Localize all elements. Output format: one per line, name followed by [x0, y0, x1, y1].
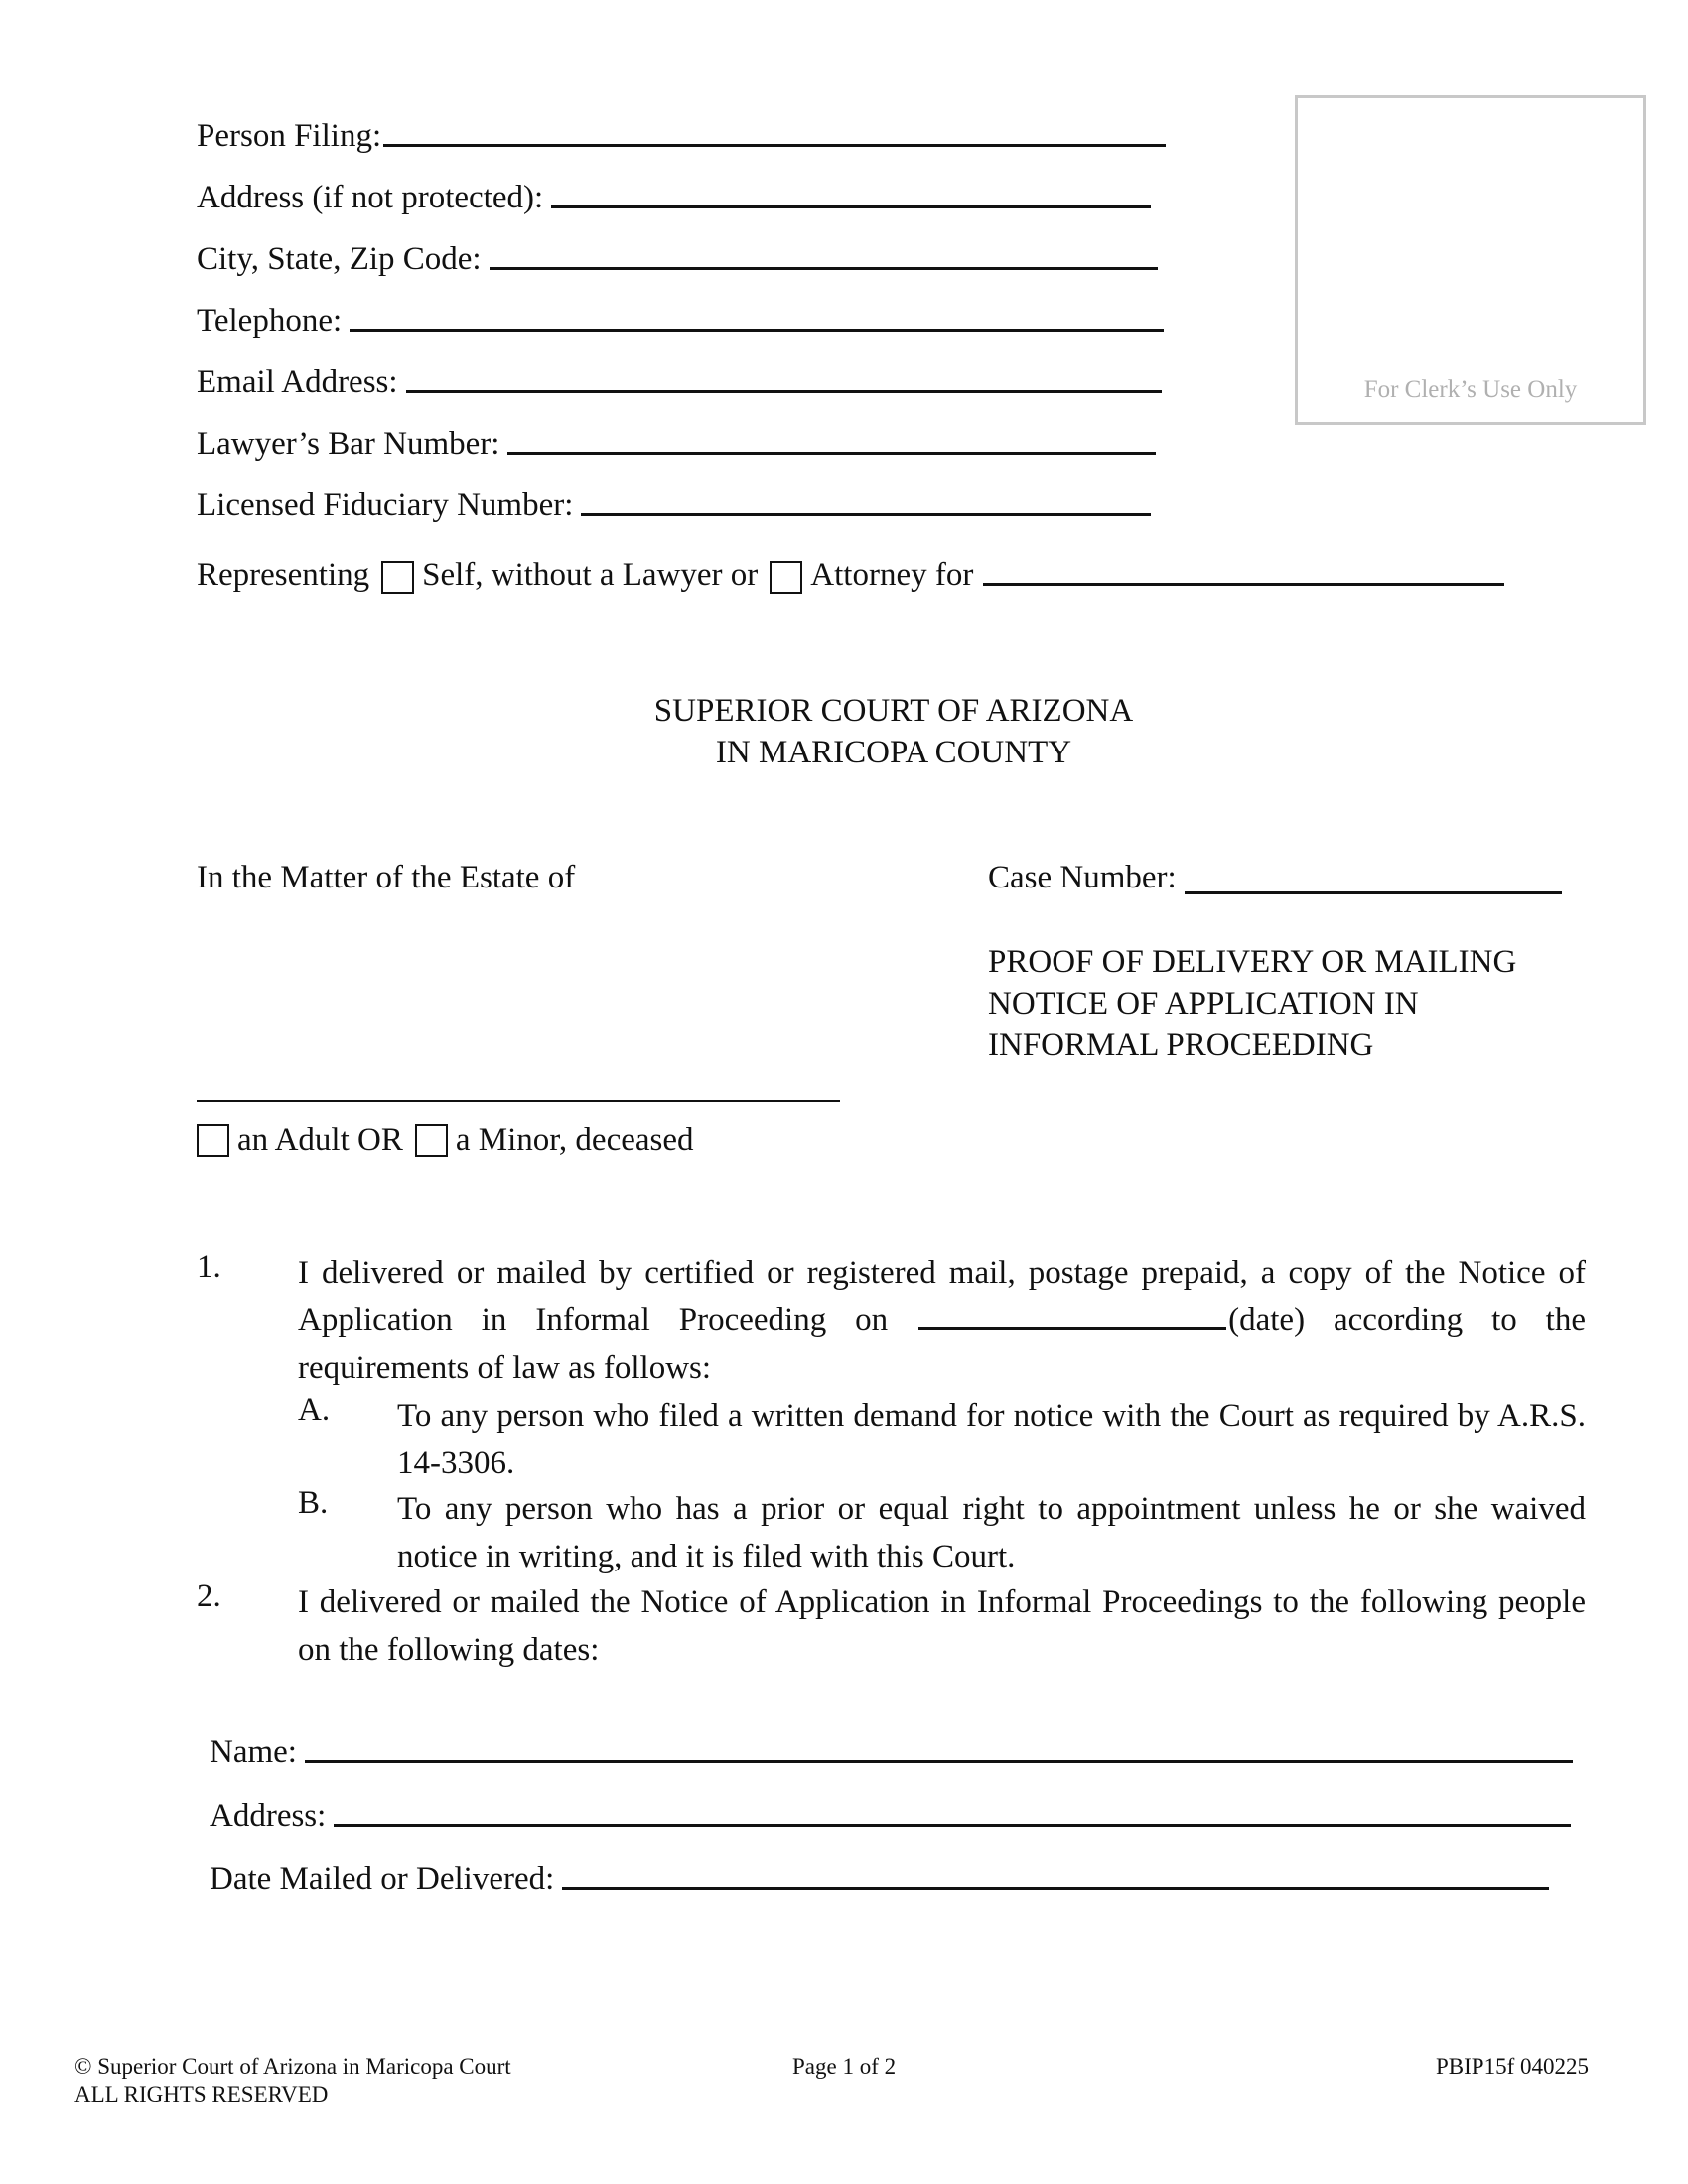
address-label: Address (if not protected):: [197, 180, 544, 215]
decedent-name-field[interactable]: [197, 1100, 840, 1102]
bar-number-row: [197, 419, 1156, 463]
item-1-text: [298, 1249, 1586, 1392]
recipient-name-label: Name:: [210, 1734, 297, 1770]
court-county: IN MARICOPA COUNTY: [715, 735, 1072, 770]
city-field[interactable]: [490, 267, 1158, 270]
bar-number-label: Lawyer’s Bar Number:: [197, 426, 500, 462]
recipient-name-row: [210, 1727, 1573, 1771]
city-row: [197, 234, 1158, 278]
recipient-date-row: [210, 1854, 1549, 1898]
minor-checkbox[interactable]: [415, 1124, 448, 1157]
sub-b-label: B.: [298, 1485, 329, 1521]
email-field[interactable]: [406, 390, 1162, 393]
attorney-label: Attorney for: [810, 557, 974, 593]
self-label: Self, without a Lawyer or: [422, 557, 759, 593]
case-number-field[interactable]: [1185, 891, 1562, 894]
delivery-date-field[interactable]: [918, 1301, 1226, 1330]
fiduciary-label: Licensed Fiduciary Number:: [197, 487, 574, 523]
recipient-address-row: [210, 1791, 1571, 1835]
document-title: [988, 941, 1516, 1066]
telephone-label: Telephone:: [197, 303, 343, 339]
sub-b-text: To any person who has a prior or equal right to appointment unless he or she waived notice in writing, and it is filed with this Court.: [397, 1491, 1586, 1574]
court-name: SUPERIOR COURT OF ARIZONA: [653, 693, 1134, 729]
minor-label: a Minor, deceased: [455, 1122, 694, 1158]
matter-label: In the Matter of the Estate of: [197, 860, 576, 895]
attorney-checkbox[interactable]: [770, 561, 802, 594]
representing-row: [197, 550, 1504, 594]
person-filing-field[interactable]: [383, 144, 1166, 147]
bar-number-field[interactable]: [507, 452, 1156, 455]
footer-copyright: © Superior Court of Arizona in Maricopa Court: [74, 2054, 511, 2079]
footer-rights: ALL RIGHTS RESERVED: [74, 2082, 329, 2107]
person-filing-row: [197, 111, 1166, 155]
representing-label: Representing: [197, 557, 370, 593]
footer-form-code: PBIP15f 040225: [1436, 2054, 1589, 2079]
recipient-address-field[interactable]: [334, 1824, 1571, 1827]
attorney-for-field[interactable]: [983, 583, 1504, 586]
clerk-use-label: For Clerk’s Use Only: [1363, 376, 1578, 403]
deceased-type-row: [197, 1122, 694, 1159]
recipient-date-label: Date Mailed or Delivered:: [210, 1861, 555, 1897]
document-title-line2: NOTICE OF APPLICATION IN: [988, 986, 1419, 1022]
item-2-text: I delivered or mailed the Notice of Application in Informal Proceedings to the following people on the following dates:: [298, 1584, 1586, 1668]
telephone-field[interactable]: [350, 329, 1164, 332]
sub-a-label: A.: [298, 1392, 331, 1428]
recipient-address-label: Address:: [210, 1798, 327, 1834]
adult-checkbox[interactable]: [197, 1124, 229, 1157]
document-title-line3: INFORMAL PROCEEDING: [988, 1027, 1374, 1063]
city-label: City, State, Zip Code:: [197, 241, 482, 277]
address-row: [197, 173, 1151, 216]
document-title-line1: PROOF OF DELIVERY OR MAILING: [988, 944, 1517, 980]
fiduciary-row: [197, 480, 1151, 524]
person-filing-label: Person Filing:: [197, 118, 382, 154]
telephone-row: [197, 296, 1164, 340]
footer-left: [74, 2053, 511, 2109]
case-number-row: [988, 860, 1562, 896]
item-1-number: 1.: [197, 1249, 221, 1285]
item-1-text-a: I delivered or mailed by certified or registered mail, postage prepaid, a copy of the Notice of Application in Informal Proceeding on: [298, 1255, 1586, 1338]
sub-a-text: To any person who filed a written demand for notice with the Court as required by A.R.S. 14-3306.: [397, 1398, 1586, 1481]
adult-label: an Adult OR: [237, 1122, 403, 1158]
case-number-label: Case Number:: [988, 860, 1177, 895]
item-2-number: 2.: [197, 1578, 221, 1614]
self-checkbox[interactable]: [381, 561, 414, 594]
email-label: Email Address:: [197, 364, 398, 400]
address-field[interactable]: [551, 205, 1151, 208]
recipient-name-field[interactable]: [305, 1760, 1573, 1763]
email-row: [197, 357, 1162, 401]
item-1-text-b: (date) according to the requirements of law as follows:: [298, 1302, 1586, 1386]
fiduciary-field[interactable]: [581, 513, 1151, 516]
footer-page-number: Page 1 of 2: [792, 2054, 897, 2079]
recipient-date-field[interactable]: [562, 1887, 1549, 1890]
clerk-use-box: [1295, 95, 1646, 425]
